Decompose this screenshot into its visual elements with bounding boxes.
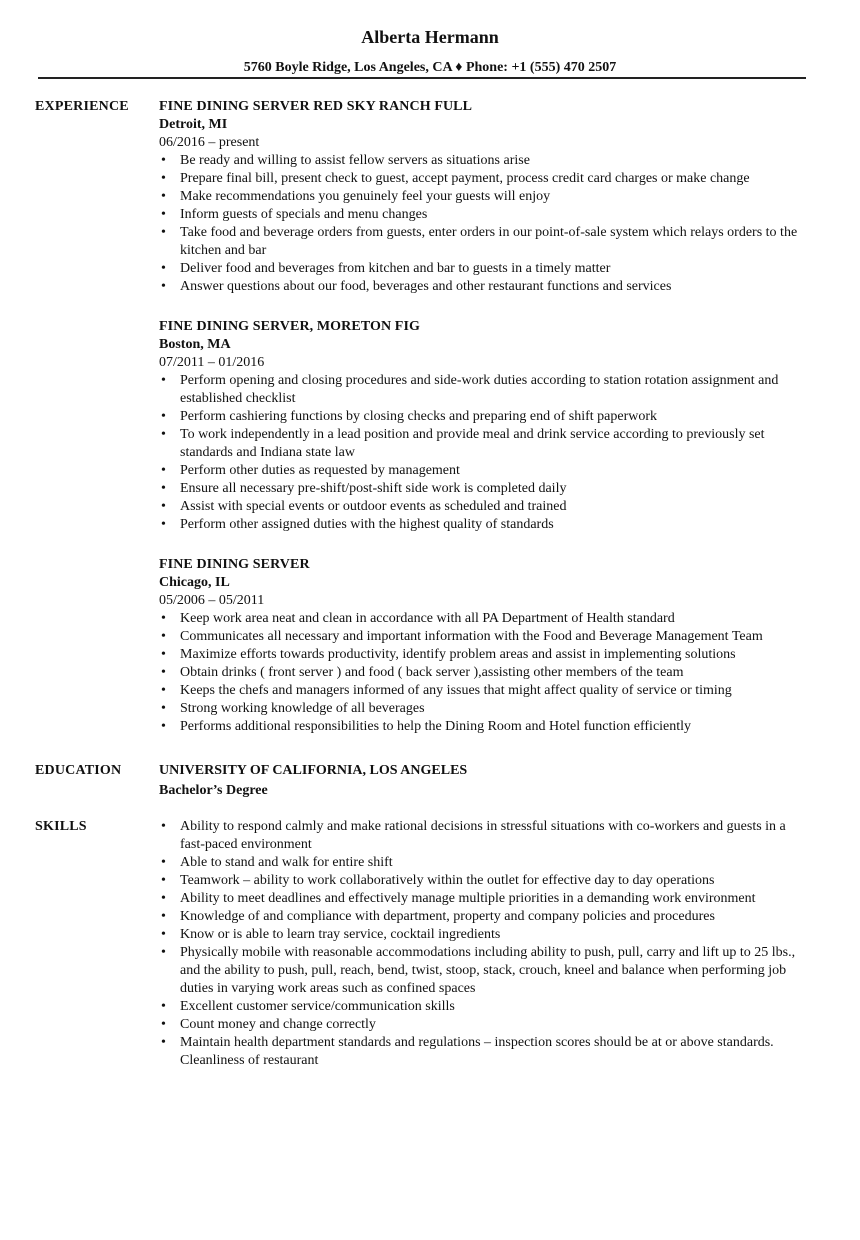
section-label-skills: SKILLS <box>35 819 87 834</box>
list-item: • Make recommendations you genuinely feel your guests will enjoy <box>159 188 814 206</box>
list-item: • Maintain health department standards and regulations – inspection scores should be at or above standards. Cleanliness of restaurant <box>159 1034 814 1070</box>
list-item: • Ensure all necessary pre-shift/post-shift side work is completed daily <box>159 480 814 498</box>
job-dates: 06/2016 – present <box>159 135 260 150</box>
list-item: • Knowledge of and compliance with department, property and company policies and procedures <box>159 908 814 926</box>
job-duties-list <box>159 610 814 736</box>
job-location: Boston, MA <box>159 337 231 352</box>
job-location: Chicago, IL <box>159 575 230 590</box>
contact-line: 5760 Boyle Ridge, Los Angeles, CA ♦ Phone: +1 (555) 470 2507 <box>243 60 617 75</box>
job-entry <box>159 318 814 534</box>
candidate-name: Alberta Hermann <box>361 27 499 47</box>
experience-body <box>159 98 814 758</box>
list-item: • Communicates all necessary and important information with the Food and Beverage Management Team <box>159 628 814 646</box>
job-title: FINE DINING SERVER <box>159 557 310 572</box>
job-title: FINE DINING SERVER, MORETON FIG <box>159 319 420 334</box>
list-item: • Assist with special events or outdoor events as scheduled and trained <box>159 498 814 516</box>
list-item: • To work independently in a lead position and provide meal and drink service according to previously set standards and Indiana state law <box>159 426 814 462</box>
education-body <box>159 762 814 800</box>
list-item: • Perform other duties as requested by management <box>159 462 814 480</box>
job-entry <box>159 98 814 296</box>
list-item: • Perform other assigned duties with the highest quality of standards <box>159 516 814 534</box>
list-item: • Teamwork – ability to work collaboratively within the outlet for effective day to day operations <box>159 872 814 890</box>
education-degree: Bachelor’s Degree <box>159 783 268 798</box>
list-item: • Take food and beverage orders from guests, enter orders in our point-of-sale system which relays orders to the kitchen and bar <box>159 224 814 260</box>
list-item: • Be ready and willing to assist fellow servers as situations arise <box>159 152 814 170</box>
list-item: • Physically mobile with reasonable accommodations including ability to push, pull, carry and lift up to 25 lbs., and the ability to push, pull, reach, bend, twist, stoop, stack, crouch, kneel and balance when performing job duties in varying work areas such as confined spaces <box>159 944 814 998</box>
list-item: • Excellent customer service/communication skills <box>159 998 814 1016</box>
skills-list <box>159 818 814 1070</box>
list-item: • Count money and change correctly <box>159 1016 814 1034</box>
list-item: • Maximize efforts towards productivity, identify problem areas and assist in implementing solutions <box>159 646 814 664</box>
section-label-education: EDUCATION <box>35 763 122 778</box>
job-entry <box>159 556 814 736</box>
list-item: • Keep work area neat and clean in accordance with all PA Department of Health standard <box>159 610 814 628</box>
list-item: • Know or is able to learn tray service, cocktail ingredients <box>159 926 814 944</box>
list-item: • Obtain drinks ( front server ) and food ( back server ),assisting other members of the team <box>159 664 814 682</box>
list-item: • Perform opening and closing procedures and side-work duties according to station rotation assignment and established checklist <box>159 372 814 408</box>
list-item: • Able to stand and walk for entire shift <box>159 854 814 872</box>
list-item: • Prepare final bill, present check to guest, accept payment, process credit card charges or make change <box>159 170 814 188</box>
list-item: • Strong working knowledge of all beverages <box>159 700 814 718</box>
skills-body <box>159 818 814 1070</box>
header-divider <box>38 77 806 79</box>
section-label-experience: EXPERIENCE <box>35 99 129 114</box>
job-location: Detroit, MI <box>159 117 228 132</box>
list-item: • Answer questions about our food, beverages and other restaurant functions and services <box>159 278 814 296</box>
list-item: • Inform guests of specials and menu changes <box>159 206 814 224</box>
job-duties-list <box>159 152 814 296</box>
job-duties-list <box>159 372 814 534</box>
education-school: UNIVERSITY OF CALIFORNIA, LOS ANGELES <box>159 763 468 778</box>
list-item: • Ability to meet deadlines and effectively manage multiple priorities in a demanding work environment <box>159 890 814 908</box>
list-item: • Perform cashiering functions by closing checks and preparing end of shift paperwork <box>159 408 814 426</box>
list-item: • Keeps the chefs and managers informed of any issues that might affect quality of service or timing <box>159 682 814 700</box>
list-item: • Deliver food and beverages from kitchen and bar to guests in a timely matter <box>159 260 814 278</box>
list-item: • Performs additional responsibilities to help the Dining Room and Hotel function efficiently <box>159 718 814 736</box>
list-item: • Ability to respond calmly and make rational decisions in stressful situations with co-workers and guests in a fast-paced environment <box>159 818 814 854</box>
job-title: FINE DINING SERVER RED SKY RANCH FULL <box>159 99 473 114</box>
job-dates: 07/2011 – 01/2016 <box>159 355 265 370</box>
job-dates: 05/2006 – 05/2011 <box>159 593 265 608</box>
